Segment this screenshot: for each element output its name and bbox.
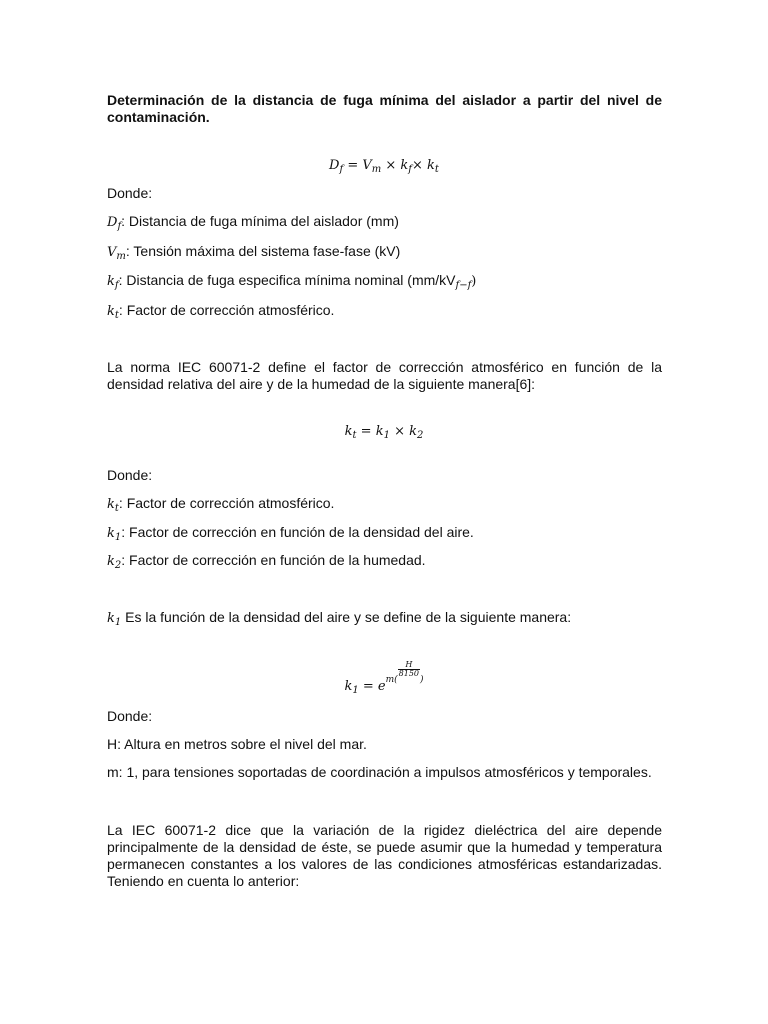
- paragraph-iec-norm: La norma IEC 60071-2 define el factor de corrección atmosférico en función de la densidad relativa del aire y de la humedad de la siguiente manera[6]:: [107, 359, 662, 392]
- equation-kt: $k_t = k_1 \times k_2$: [344, 424, 424, 441]
- definition-kt: $k_t$: Factor de corrección atmosférico.: [107, 302, 335, 321]
- donde-label: Donde:: [107, 185, 153, 201]
- definition-h: H: Altura en metros sobre el nivel del mar.: [107, 736, 367, 752]
- paragraph-iec-dielectric: La IEC 60071-2 dice que la variación de la rigidez dieléctrica del aire depende principalmente de la densidad de éste, se puede asumir que la humedad y temperatura permanecen constantes a los valores de las condiciones atmosféricas estandarizadas. Teniendo en cuenta lo anterior:: [107, 822, 662, 889]
- donde-label: Donde:: [107, 467, 153, 483]
- definition-k2: $k_2$: Factor de corrección en función de la humedad.: [107, 552, 426, 571]
- donde-label: Donde:: [107, 708, 153, 724]
- definition-kt-2: $k_t$: Factor de corrección atmosférico.: [107, 495, 335, 514]
- equation-df: $D_f = V_m \times k_f\times k_t$: [329, 158, 439, 175]
- definition-kf: $k_f$: Distancia de fuga especifica mínima nominal $(mm/kV_{f-f})$: [107, 272, 477, 291]
- k1-intro: $k_1$ Es la función de la densidad del aire y se define de la siguiente manera:: [107, 609, 572, 628]
- definition-k1: $k_1$: Factor de corrección en función de la densidad del aire.: [107, 524, 474, 543]
- section-title: Determinación de la distancia de fuga mínima del aislador a partir del nivel de contaminación.: [107, 92, 662, 125]
- definition-vm: $V_m$: Tensión máxima del sistema fase-fase (kV): [107, 243, 401, 262]
- equation-k1: $k_1 = e^{m( \frac{H}{8150} )}$: [344, 660, 424, 696]
- definition-m: m: 1, para tensiones soportadas de coordinación a impulsos atmosféricos y temporales.: [107, 764, 652, 780]
- definition-df: $D_f$: Distancia de fuga mínima del aislador (mm): [107, 213, 399, 232]
